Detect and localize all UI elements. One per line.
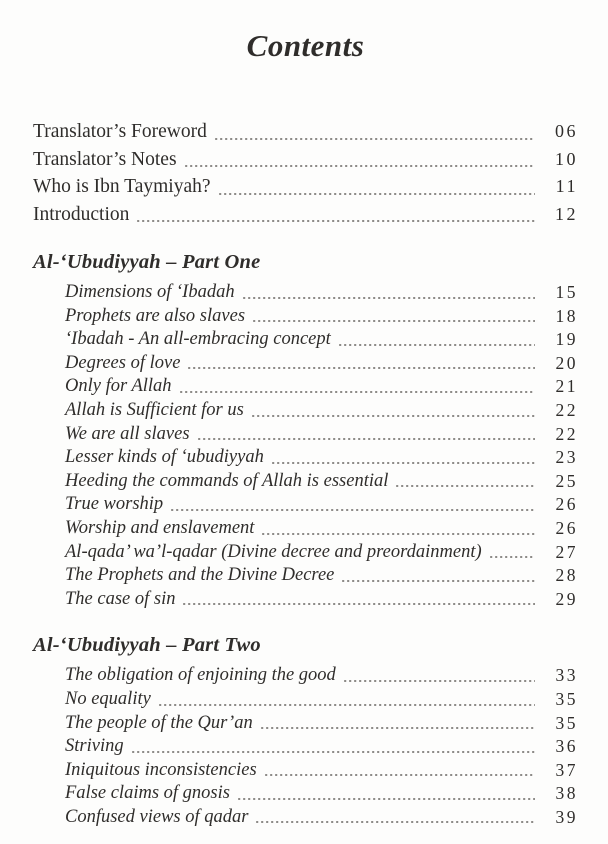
toc-section-entries [65,281,578,611]
dot-leader [215,138,535,140]
toc-entry-page-number: 06 [555,121,578,141]
toc-entry-label: The obligation of enjoining the good [65,665,336,686]
toc-entry [65,688,578,712]
toc-entry [65,664,578,688]
toc-entry [65,352,578,376]
dot-leader [490,556,535,558]
toc-entry-page-number: 37 [555,759,578,780]
toc-entry-page-number: 15 [555,282,578,302]
toc-entry-label: Heeding the commands of Allah is essential [65,470,389,491]
toc-entry [33,146,578,174]
toc-entry-page-number: 33 [555,665,578,686]
dot-leader [262,533,535,535]
toc-entry-label: We are all slaves [65,423,190,444]
toc-entry [65,470,578,494]
toc-entry-page-number: 28 [555,565,578,586]
dot-leader [261,727,535,729]
toc-entry-label: ‘Ibadah - An all-embracing concept [65,329,331,350]
toc-section-heading: Al-‘Ubudiyyah – Part Two [33,634,261,657]
toc-entry [65,423,578,447]
toc-entry-page-number: 26 [555,517,578,538]
toc-entry-label: Al-qada’ wa’l-qadar (Divine decree and preordainment) [65,541,482,562]
dot-leader [396,485,535,487]
dot-leader [265,774,535,776]
toc-entry-label: Confused views of qadar [65,806,249,827]
toc-entry-page-number: 27 [555,541,578,562]
toc-entry-page-number: 10 [555,148,578,169]
dot-leader [219,193,535,195]
toc-entry-label: Lesser kinds of ‘ubudiyyah [65,447,264,468]
toc-entry [65,517,578,541]
toc-entry-page-number: 35 [555,688,578,709]
dot-leader [256,821,535,823]
toc-section [33,249,578,611]
dot-leader [171,509,535,511]
toc-entry-label: False claims of gnosis [65,783,230,804]
toc-entry-page-number: 19 [555,329,578,350]
toc-entry-page-number: 18 [555,305,578,326]
sections-container [33,249,578,829]
toc-entry-label: Only for Allah [65,376,172,397]
toc-entry [65,806,578,830]
toc-entry-page-number: 38 [555,783,578,804]
toc-entry-label: The Prophets and the Divine Decree [65,565,335,586]
toc-entry-label: Who is Ibn Taymiyah? [33,176,211,197]
dot-leader [188,367,535,369]
toc-entry-label: Introduction [33,203,130,225]
toc-entry-page-number: 22 [555,423,578,444]
toc-entry-label: Allah is Sufficient for us [65,399,244,420]
toc-entry-label: Striving [65,736,124,757]
toc-entry-label: No equality [65,688,151,709]
toc-entry-label: The people of the Qur’an [65,712,253,733]
dot-leader [180,391,535,393]
toc-entry-page-number: 36 [555,736,578,757]
toc-entry [65,782,578,806]
toc-entry [65,564,578,588]
toc-entry [65,493,578,517]
toc-entry [33,201,578,229]
toc-entry-label: Translator’s Notes [33,148,177,170]
toc-section [33,632,578,829]
toc-entry-page-number: 29 [555,588,578,609]
toc-entry [65,541,578,565]
dot-leader [185,165,535,167]
toc-entry [65,588,578,612]
front-matter-list [33,118,578,228]
toc-entry-page-number: 11 [555,176,578,196]
dot-leader [272,462,535,464]
toc-entry-page-number: 39 [555,806,578,827]
toc-entry-label: Worship and enslavement [65,517,255,538]
toc-entry-label: Dimensions of ‘Ibadah [65,282,235,302]
toc-entry [33,118,578,146]
toc-entry-page-number: 21 [555,376,578,397]
dot-leader [137,220,535,222]
dot-leader [198,438,535,440]
toc-entry [65,446,578,470]
dot-leader [159,704,535,706]
dot-leader [344,680,535,682]
toc-entry-page-number: 26 [555,494,578,515]
toc-entry-label: Prophets are also slaves [65,305,246,326]
toc-entry [65,375,578,399]
toc-entry-page-number: 23 [555,447,578,468]
dot-leader [132,751,535,753]
toc-entry-label: The case of sin [65,588,176,609]
toc-entry-label: Iniquitous inconsistencies [65,759,257,780]
dot-leader [339,344,535,346]
toc-entry-page-number: 35 [555,712,578,733]
toc-entry-page-number: 25 [555,470,578,491]
page-title: Contents [246,28,365,63]
toc-entry [65,328,578,352]
dot-leader [183,603,535,605]
toc-entry-page-number: 12 [555,203,578,224]
toc-section-heading: Al-‘Ubudiyyah – Part One [33,251,261,273]
dot-leader [238,798,535,800]
toc-entry-label: Degrees of love [65,352,181,373]
toc-section-entries [65,664,578,829]
dot-leader [253,320,535,322]
toc-entry [65,759,578,783]
toc-entry [65,281,578,305]
toc-entry-label: True worship [65,494,164,515]
toc-entry [33,173,578,201]
toc-entry-page-number: 20 [555,352,578,373]
toc-entry [65,399,578,423]
dot-leader [252,415,535,417]
dot-leader [243,297,535,299]
toc-entry [65,305,578,329]
toc-entry-label: Translator’s Foreword [33,121,207,142]
toc-entry [65,735,578,759]
toc-entry [65,712,578,736]
toc-entry-page-number: 22 [555,399,578,420]
dot-leader [342,580,535,582]
